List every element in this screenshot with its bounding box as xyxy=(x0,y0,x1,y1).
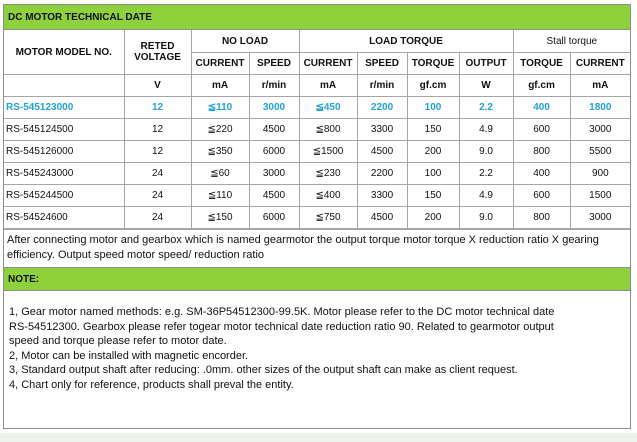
voltage-cell: 24 xyxy=(124,163,191,185)
nl-speed-cell: 4500 xyxy=(249,119,299,141)
lt-current-cell: ≦450 xyxy=(299,97,357,119)
output-cell: 4.9 xyxy=(459,185,513,207)
output-cell: 4.9 xyxy=(459,119,513,141)
st-torque-cell: 400 xyxy=(513,97,570,119)
st-torque-cell: 600 xyxy=(513,119,570,141)
header-unit: gf.cm xyxy=(513,75,570,97)
header-unit: mA xyxy=(299,75,357,97)
note-line: 4, Chart only for reference, products shall preval the entity. xyxy=(9,378,294,391)
header-stall-torque: Stall torque xyxy=(513,30,630,53)
header-sub: TORQUE xyxy=(513,53,570,75)
nl-current-cell: ≦110 xyxy=(191,185,249,207)
lt-current-cell: ≦800 xyxy=(299,119,357,141)
lt-speed-cell: 4500 xyxy=(357,141,407,163)
lt-current-cell: ≦1500 xyxy=(299,141,357,163)
output-cell: 2.2 xyxy=(459,97,513,119)
table-row xyxy=(4,119,630,141)
voltage-cell: 12 xyxy=(124,97,191,119)
output-cell: 9.0 xyxy=(459,141,513,163)
header-unit: r/min xyxy=(249,75,299,97)
table-row xyxy=(4,141,630,163)
st-current-cell: 1800 xyxy=(570,97,630,119)
nl-current-cell: ≦60 xyxy=(191,163,249,185)
spec-sheet xyxy=(3,4,631,429)
header-voltage: RETED VOLTAGE xyxy=(124,30,191,75)
st-torque-cell: 600 xyxy=(513,185,570,207)
st-current-cell: 3000 xyxy=(570,119,630,141)
nl-speed-cell: 3000 xyxy=(249,163,299,185)
voltage-cell: 12 xyxy=(124,119,191,141)
header-unit: W xyxy=(459,75,513,97)
lt-current-cell: ≦400 xyxy=(299,185,357,207)
nl-current-cell: ≦110 xyxy=(191,97,249,119)
nl-current-cell: ≦150 xyxy=(191,207,249,229)
model-cell: RS-545123000 xyxy=(4,97,124,119)
footer-strip xyxy=(0,433,637,442)
torque-cell: 200 xyxy=(407,141,459,163)
nl-current-cell: ≦220 xyxy=(191,119,249,141)
header-model: MOTOR MODEL NO. xyxy=(4,30,124,75)
nl-speed-cell: 6000 xyxy=(249,141,299,163)
header-unit xyxy=(4,75,124,97)
page-title: DC MOTOR TECHNICAL DATE xyxy=(4,5,630,30)
spec-table xyxy=(4,30,630,229)
nl-speed-cell: 4500 xyxy=(249,185,299,207)
st-current-cell: 3000 xyxy=(570,207,630,229)
header-sub: OUTPUT xyxy=(459,53,513,75)
model-cell: RS-545126000 xyxy=(4,141,124,163)
header-unit: mA xyxy=(191,75,249,97)
torque-cell: 150 xyxy=(407,119,459,141)
note-line: 1, Gear motor named methods: e.g. SM-36P54512300-99.5K. Motor please refer to the DC motor technical date xyxy=(9,306,555,318)
notes-list xyxy=(4,291,630,392)
header-no-load: NO LOAD xyxy=(191,30,299,53)
header-row-groups xyxy=(4,30,630,53)
header-unit: r/min xyxy=(357,75,407,97)
st-torque-cell: 400 xyxy=(513,163,570,185)
model-cell: RS-545243000 xyxy=(4,163,124,185)
header-sub: CURRENT xyxy=(191,53,249,75)
torque-cell: 100 xyxy=(407,163,459,185)
note-line: 2, Motor can be installed with magnetic encorder. xyxy=(9,349,249,362)
st-torque-cell: 800 xyxy=(513,141,570,163)
table-row xyxy=(4,163,630,185)
header-unit: mA xyxy=(570,75,630,97)
model-cell: RS-54524600 xyxy=(4,207,124,229)
note-line: speed and torque please refer to motor date. xyxy=(9,335,227,347)
st-current-cell: 900 xyxy=(570,163,630,185)
torque-cell: 150 xyxy=(407,185,459,207)
note-heading: NOTE: xyxy=(4,267,630,291)
st-current-cell: 5500 xyxy=(570,141,630,163)
header-sub: CURRENT xyxy=(299,53,357,75)
header-sub: TORQUE xyxy=(407,53,459,75)
lt-speed-cell: 3300 xyxy=(357,185,407,207)
header-sub: CURRENT xyxy=(570,53,630,75)
table-row xyxy=(4,207,630,229)
header-row-units xyxy=(4,75,630,97)
voltage-cell: 12 xyxy=(124,141,191,163)
description-text: After connecting motor and gearbox which is named gearmotor the output torque motor torque X reduction ratio X gearing efficiency. Output speed motor speed/ reduction ratio xyxy=(4,229,630,267)
header-sub: SPEED xyxy=(357,53,407,75)
table-row xyxy=(4,97,630,119)
nl-speed-cell: 6000 xyxy=(249,207,299,229)
output-cell: 2.2 xyxy=(459,163,513,185)
nl-speed-cell: 3000 xyxy=(249,97,299,119)
lt-speed-cell: 2200 xyxy=(357,97,407,119)
lt-current-cell: ≦230 xyxy=(299,163,357,185)
lt-current-cell: ≦750 xyxy=(299,207,357,229)
note-line: 3, Standard output shaft after reducing: .0mm. other sizes of the output shaft can make as client request. xyxy=(9,364,518,376)
model-cell: RS-545124500 xyxy=(4,119,124,141)
header-unit: gf.cm xyxy=(407,75,459,97)
output-cell: 9.0 xyxy=(459,207,513,229)
voltage-cell: 24 xyxy=(124,185,191,207)
header-sub: SPEED xyxy=(249,53,299,75)
st-torque-cell: 800 xyxy=(513,207,570,229)
torque-cell: 100 xyxy=(407,97,459,119)
header-unit: V xyxy=(124,75,191,97)
model-cell: RS-545244500 xyxy=(4,185,124,207)
lt-speed-cell: 2200 xyxy=(357,163,407,185)
st-current-cell: 1500 xyxy=(570,185,630,207)
table-row xyxy=(4,185,630,207)
header-load-torque: LOAD TORQUE xyxy=(299,30,513,53)
note-line: RS-54512300. Gearbox please refer togear motor technical date reduction ratio 90. Related to gearmotor output xyxy=(9,320,554,333)
lt-speed-cell: 4500 xyxy=(357,207,407,229)
voltage-cell: 24 xyxy=(124,207,191,229)
lt-speed-cell: 3300 xyxy=(357,119,407,141)
nl-current-cell: ≦350 xyxy=(191,141,249,163)
torque-cell: 200 xyxy=(407,207,459,229)
